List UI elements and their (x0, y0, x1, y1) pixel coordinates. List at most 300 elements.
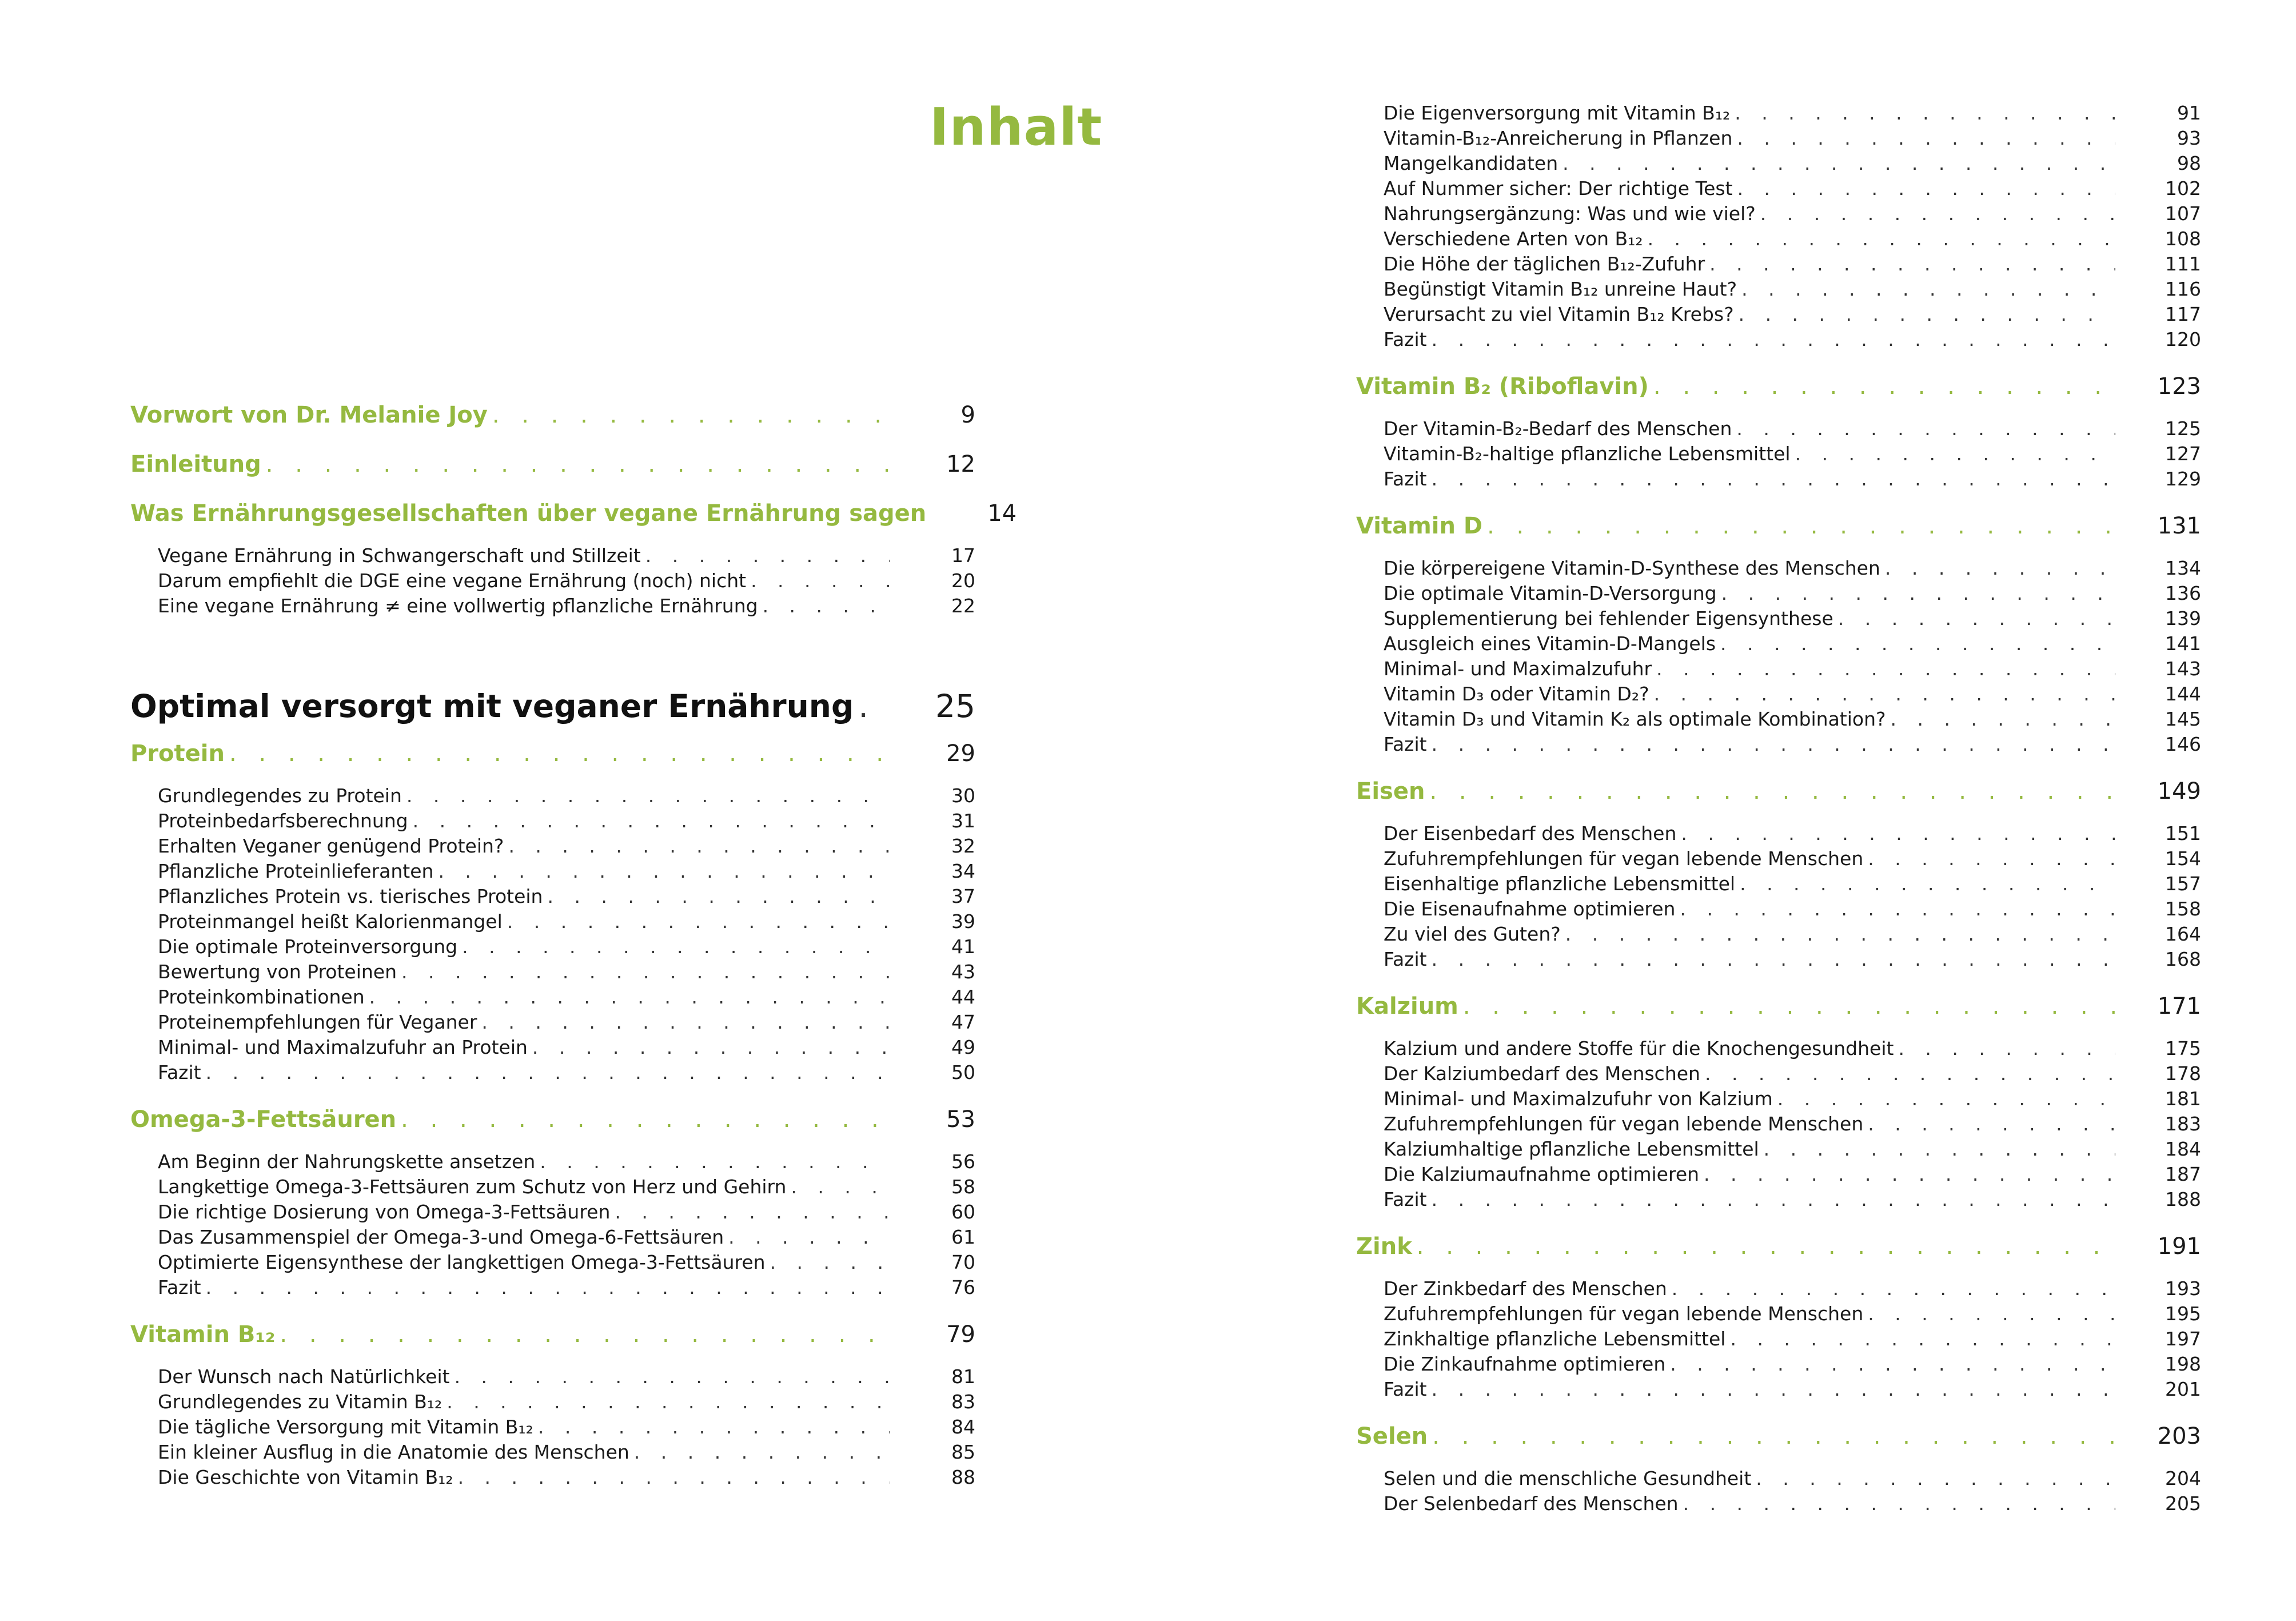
dot-leader (1730, 101, 2115, 126)
toc-page-number: 136 (2165, 582, 2201, 604)
dot-leader (854, 686, 890, 726)
toc-subentry (1356, 581, 2201, 606)
dot-leader (201, 1275, 890, 1300)
right-page (1148, 0, 2296, 1621)
toc-entry-title: Begünstigt Vitamin B₁₂ unreine Haut? (1384, 278, 1737, 300)
toc-subentry (1356, 467, 2201, 492)
toc-page-number: 143 (2165, 658, 2201, 680)
toc-page-number: 12 (946, 451, 975, 477)
dot-leader (1458, 991, 2115, 1021)
toc-entry-title: Vitamin-B₂-haltige pflanzliche Lebensmittel (1384, 443, 1791, 465)
toc-subentry (130, 1200, 975, 1225)
toc-page-number: 41 (951, 935, 975, 958)
toc-entry-title: Zu viel des Guten? (1384, 923, 1561, 945)
toc-subentry (1356, 821, 2201, 846)
toc-subentry (1356, 151, 2201, 176)
dot-leader (629, 1440, 890, 1465)
toc-page-number: 70 (951, 1251, 975, 1273)
toc-page-number: 93 (2177, 127, 2201, 149)
toc-subentry (1356, 277, 2201, 302)
dot-leader (758, 594, 890, 619)
toc-subentry (1356, 1491, 2201, 1516)
dot-leader (1427, 947, 2115, 972)
dot-leader (1561, 922, 2115, 947)
toc-page-number: 14 (987, 500, 1017, 527)
dot-leader (1412, 1232, 2115, 1261)
toc-subentry (1356, 1466, 2201, 1491)
toc-entry-title: Supplementierung bei fehlender Eigensynthese (1384, 607, 1833, 630)
dot-leader (504, 834, 890, 859)
toc-chapter (130, 499, 1017, 528)
dot-leader (1425, 776, 2115, 806)
toc-subentry (1356, 1327, 2201, 1352)
toc-entry-title: Vitamin D₃ und Vitamin K₂ als optimale Kombination? (1384, 708, 1886, 730)
toc-subentry (130, 1364, 975, 1389)
toc-spacer (1356, 541, 2201, 556)
toc-page-number: 117 (2165, 303, 2201, 325)
toc-page-number: 151 (2165, 822, 2201, 845)
toc-page-number: 131 (2157, 513, 2201, 539)
dot-leader (641, 543, 890, 568)
dot-leader (1886, 707, 2115, 732)
toc-page-number: 204 (2165, 1467, 2201, 1489)
dot-leader (1665, 1352, 2115, 1377)
dot-leader (365, 985, 890, 1010)
toc-entry-title: Fazit (1384, 468, 1427, 490)
dot-leader (1667, 1276, 2115, 1301)
toc-entry-title: Zink (1356, 1233, 1412, 1260)
toc-subentry (1356, 1352, 2201, 1377)
toc-chapter (130, 400, 975, 430)
dot-leader (225, 739, 890, 768)
toc-subentry (1356, 1187, 2201, 1212)
toc-entry-title: Fazit (1384, 948, 1427, 970)
toc-entry-title: Vitamin-B₁₂-Anreicherung in Pflanzen (1384, 127, 1733, 149)
toc-page-number: 107 (2165, 202, 2201, 225)
toc-entry-title: Ausgleich eines Vitamin-D-Mangels (1384, 632, 1716, 655)
toc-entry-title: Am Beginn der Nahrungskette ansetzen (158, 1150, 536, 1173)
toc-right-column (1356, 101, 2201, 1516)
toc-entry-title: Der Eisenbedarf des Menschen (1384, 822, 1677, 845)
toc-chapter (1356, 1421, 2201, 1451)
toc-page-number: 56 (951, 1150, 975, 1173)
toc-page-number: 81 (951, 1365, 975, 1388)
toc-subentry (130, 1035, 975, 1060)
toc-subentry (130, 1060, 975, 1085)
dot-leader (1649, 372, 2115, 401)
toc-page-number: 43 (951, 961, 975, 983)
toc-subentry (1356, 1086, 2201, 1112)
toc-entry-title: Optimal versorgt mit veganer Ernährung (130, 688, 854, 724)
toc-page-number: 32 (951, 835, 975, 857)
toc-entry-title: Der Selenbedarf des Menschen (1384, 1492, 1679, 1515)
dot-leader (1652, 656, 2115, 682)
dot-leader (408, 808, 890, 834)
dot-leader (535, 1149, 890, 1174)
toc-entry-title: Kalzium und andere Stoffe für die Knochengesundheit (1384, 1037, 1894, 1060)
toc-page-number: 102 (2165, 177, 2201, 200)
toc-entry-title: Selen (1356, 1423, 1428, 1449)
toc-subentry (130, 884, 975, 909)
toc-chapter (130, 1105, 975, 1134)
dot-leader (261, 449, 890, 479)
toc-subentry (130, 1465, 975, 1490)
toc-subentry (1356, 732, 2201, 757)
toc-entry-title: Protein (130, 740, 225, 767)
toc-entry-title: Der Wunsch nach Natürlichkeit (158, 1365, 450, 1388)
toc-entry-title: Die optimale Vitamin-D-Versorgung (1384, 582, 1717, 604)
dot-leader (1558, 151, 2115, 176)
toc-entry-title: Nahrungsergänzung: Was und wie viel? (1384, 202, 1756, 225)
dot-leader (433, 859, 890, 884)
toc-entry-title: Kalzium (1356, 993, 1458, 1019)
toc-page-number: 84 (951, 1416, 975, 1438)
toc-subentry (1356, 1061, 2201, 1086)
toc-page-number: 145 (2165, 708, 2201, 730)
toc-subentry (130, 783, 975, 808)
dot-leader (1699, 1162, 2115, 1187)
toc-subentry (1356, 1112, 2201, 1137)
dot-leader (1427, 1377, 2115, 1402)
toc-entry-title: Eine vegane Ernährung ≠ eine vollwertig pflanzliche Ernährung (158, 595, 758, 617)
dot-leader (746, 568, 890, 594)
toc-page-number: 91 (2177, 102, 2201, 124)
dot-leader (528, 1035, 890, 1060)
toc-spacer (130, 1085, 975, 1105)
toc-chapter (1356, 511, 2201, 541)
dot-leader (610, 1200, 890, 1225)
toc-subentry (1356, 1377, 2201, 1402)
toc-subentry (1356, 707, 2201, 732)
toc-subentry (130, 959, 975, 985)
toc-page-number: 171 (2157, 993, 2201, 1019)
dot-leader (1428, 1421, 2115, 1451)
toc-spacer (1356, 1212, 2201, 1232)
dot-leader (1773, 1086, 2115, 1112)
toc-spacer (130, 1134, 975, 1149)
toc-subentry (130, 1010, 975, 1035)
toc-page-number: 175 (2165, 1037, 2201, 1060)
toc-entry-title: Optimierte Eigensynthese der langkettigen Omega-3-Fettsäuren (158, 1251, 766, 1273)
toc-subentry (1356, 947, 2201, 972)
dot-leader (766, 1250, 890, 1275)
toc-page-number: 111 (2165, 253, 2201, 275)
dot-leader (1705, 252, 2115, 277)
toc-subentry (1356, 302, 2201, 327)
toc-page-number: 98 (2177, 152, 2201, 174)
toc-page-number: 157 (2165, 873, 2201, 895)
toc-page-number: 195 (2165, 1303, 2201, 1325)
dot-leader (1716, 631, 2115, 656)
toc-page-number: 203 (2157, 1423, 2201, 1449)
toc-subentry (130, 1415, 975, 1440)
toc-spacer (1356, 352, 2201, 372)
dot-leader (533, 1415, 890, 1440)
toc-page-number: 20 (951, 569, 975, 592)
toc-page-number: 154 (2165, 847, 2201, 870)
dot-leader (1676, 821, 2115, 846)
toc-spacer (130, 619, 975, 686)
toc-page-number: 193 (2165, 1277, 2201, 1300)
dot-leader (1833, 606, 2115, 631)
dot-leader (1751, 1466, 2115, 1491)
toc-chapter (1356, 776, 2201, 806)
toc-page-number: 49 (951, 1036, 975, 1058)
toc-subentry (130, 934, 975, 959)
dot-leader (1732, 126, 2115, 151)
toc-subentry (130, 985, 975, 1010)
page-title: Inhalt (930, 97, 1103, 157)
dot-leader (1679, 1491, 2115, 1516)
toc-entry-title: Minimal- und Maximalzufuhr an Protein (158, 1036, 528, 1058)
dot-leader (1427, 467, 2115, 492)
toc-entry-title: Fazit (158, 1276, 201, 1299)
toc-page-number: 108 (2165, 228, 2201, 250)
toc-page-number: 129 (2165, 468, 2201, 490)
toc-spacer (130, 726, 975, 739)
toc-entry-title: Omega-3-Fettsäuren (130, 1106, 397, 1133)
toc-entry-title: Der Zinkbedarf des Menschen (1384, 1277, 1667, 1300)
toc-entry-title: Eisen (1356, 778, 1425, 804)
toc-subentry (1356, 416, 2201, 441)
toc-subentry (1356, 101, 2201, 126)
toc-subentry (130, 1389, 975, 1415)
toc-subentry (1356, 1162, 2201, 1187)
toc-spacer (1356, 972, 2201, 991)
toc-page-number: 197 (2165, 1328, 2201, 1350)
toc-subentry (130, 543, 975, 568)
toc-subentry (1356, 176, 2201, 201)
toc-subentry (130, 1440, 975, 1465)
toc-entry-title: Zinkhaltige pflanzliche Lebensmittel (1384, 1328, 1726, 1350)
toc-page-number: 39 (951, 910, 975, 933)
dot-leader (1735, 871, 2115, 897)
dot-leader (1734, 302, 2115, 327)
toc-page-number: 29 (946, 740, 975, 767)
toc-subentry (130, 568, 975, 594)
toc-spacer (1356, 1261, 2201, 1276)
toc-entry-title: Proteinmangel heißt Kalorienmangel (158, 910, 503, 933)
toc-spacer (130, 1300, 975, 1320)
toc-spacer (130, 1349, 975, 1364)
toc-subentry (130, 834, 975, 859)
toc-page-number: 134 (2165, 557, 2201, 579)
toc-entry-title: Minimal- und Maximalzufuhr (1384, 658, 1652, 680)
toc-subentry (1356, 897, 2201, 922)
toc-entry-title: Minimal- und Maximalzufuhr von Kalzium (1384, 1088, 1773, 1110)
dot-leader (1427, 732, 2115, 757)
toc-subentry (130, 909, 975, 934)
toc-entry-title: Darum empfiehlt die DGE eine vegane Ernährung (noch) nicht (158, 569, 747, 592)
dot-leader (1675, 897, 2115, 922)
dot-leader (1732, 416, 2115, 441)
toc-page-number: 205 (2165, 1492, 2201, 1515)
dot-leader (1737, 277, 2115, 302)
toc-subentry (1356, 126, 2201, 151)
dot-leader (724, 1225, 890, 1250)
toc-entry-title: Erhalten Veganer genügend Protein? (158, 835, 504, 857)
toc-page-number: 164 (2165, 923, 2201, 945)
toc-page-number: 37 (951, 885, 975, 907)
toc-entry-title: Vitamin B₂ (Riboflavin) (1356, 373, 1649, 400)
toc-left-column (130, 400, 1017, 1490)
toc-entry-title: Eisenhaltige pflanzliche Lebensmittel (1384, 873, 1736, 895)
toc-page-number: 127 (2165, 443, 2201, 465)
toc-entry-title: Die Zinkaufnahme optimieren (1384, 1353, 1666, 1375)
dot-leader (397, 959, 890, 985)
dot-leader (1880, 556, 2115, 581)
dot-leader (1756, 201, 2115, 226)
toc-entry-title: Fazit (1384, 1188, 1427, 1210)
dot-leader (1863, 846, 2115, 871)
toc-subentry (1356, 226, 2201, 252)
toc-subentry (1356, 656, 2201, 682)
toc-entry-title: Pflanzliches Protein vs. tierisches Protein (158, 885, 543, 907)
toc-entry-title: Die Höhe der täglichen B₁₂-Zufuhr (1384, 253, 1705, 275)
dot-leader (1643, 226, 2115, 252)
dot-leader (1427, 1187, 2115, 1212)
dot-leader (1482, 511, 2115, 541)
toc-page-number: 116 (2165, 278, 2201, 300)
toc-page-number: 158 (2165, 898, 2201, 920)
dot-leader (477, 1010, 890, 1035)
toc-subentry (130, 859, 975, 884)
toc-entry-title: Grundlegendes zu Protein (158, 784, 402, 807)
toc-subentry (1356, 922, 2201, 947)
dot-leader (1863, 1112, 2115, 1137)
toc-entry-title: Proteinkombinationen (158, 986, 365, 1008)
dot-leader (1733, 176, 2115, 201)
toc-entry-title: Grundlegendes zu Vitamin B₁₂ (158, 1391, 443, 1413)
toc-page-number: 60 (951, 1201, 975, 1223)
toc-page-number: 85 (951, 1441, 975, 1463)
toc-subentry (1356, 1137, 2201, 1162)
toc-page-number: 34 (951, 860, 975, 882)
toc-chapter (1356, 991, 2201, 1021)
dot-leader (1894, 1036, 2115, 1061)
toc-page-number: 30 (951, 784, 975, 807)
toc-entry-title: Die richtige Dosierung von Omega-3-Fettsäuren (158, 1201, 611, 1223)
toc-entry-title: Pflanzliche Proteinlieferanten (158, 860, 434, 882)
toc-spacer (130, 430, 975, 449)
toc-page-number: 88 (951, 1466, 975, 1488)
toc-page-number: 139 (2165, 607, 2201, 630)
toc-entry-title: Die Kalziumaufnahme optimieren (1384, 1163, 1700, 1185)
toc-entry-title: Verschiedene Arten von B₁₂ (1384, 228, 1643, 250)
toc-entry-title: Vorwort von Dr. Melanie Joy (130, 402, 488, 428)
dot-leader (488, 400, 890, 430)
toc-page-number: 120 (2165, 328, 2201, 351)
dot-leader (1791, 441, 2115, 467)
toc-page-number: 31 (951, 810, 975, 832)
toc-entry-title: Was Ernährungsgesellschaften über vegane Ernährung sagen (130, 500, 927, 527)
dot-leader (201, 1060, 890, 1085)
toc-subentry (1356, 1036, 2201, 1061)
toc-entry-title: Vitamin D (1356, 513, 1483, 539)
toc-subentry (1356, 441, 2201, 467)
toc-subentry (1356, 846, 2201, 871)
toc-subentry (1356, 631, 2201, 656)
toc-entry-title: Das Zusammenspiel der Omega-3-und Omega-6-Fettsäuren (158, 1226, 724, 1248)
toc-subentry (130, 1174, 975, 1200)
toc-entry-title: Fazit (158, 1061, 201, 1084)
dot-leader (402, 783, 890, 808)
toc-entry-title: Der Kalziumbedarf des Menschen (1384, 1062, 1700, 1085)
toc-page-number: 149 (2157, 778, 2201, 804)
dot-leader (1717, 581, 2115, 606)
toc-entry-title: Fazit (1384, 328, 1427, 351)
toc-entry-title: Zufuhrempfehlungen für vegan lebende Menschen (1384, 847, 1864, 870)
toc-page-number: 188 (2165, 1188, 2201, 1210)
toc-subentry (130, 594, 975, 619)
toc-page-number: 187 (2165, 1163, 2201, 1185)
dot-leader (1427, 327, 2115, 352)
toc-page-number: 146 (2165, 733, 2201, 755)
toc-subentry (1356, 871, 2201, 897)
toc-page-number: 198 (2165, 1353, 2201, 1375)
toc-page-number: 141 (2165, 632, 2201, 655)
toc-entry-title: Auf Nummer sicher: Der richtige Test (1384, 177, 1733, 200)
toc-subentry (1356, 556, 2201, 581)
dot-leader (1759, 1137, 2115, 1162)
toc-entry-title: Langkettige Omega-3-Fettsäuren zum Schutz von Herz und Gehirn (158, 1176, 787, 1198)
toc-page-number: 76 (951, 1276, 975, 1299)
toc-spacer (130, 768, 975, 783)
dot-leader (457, 934, 890, 959)
toc-page-number: 47 (951, 1011, 975, 1033)
toc-entry-title: Zufuhrempfehlungen für vegan lebende Menschen (1384, 1113, 1864, 1135)
toc-subentry (1356, 327, 2201, 352)
toc-subentry (130, 1149, 975, 1174)
toc-entry-title: Einleitung (130, 451, 261, 477)
toc-entry-title: Zufuhrempfehlungen für vegan lebende Menschen (1384, 1303, 1864, 1325)
toc-page-number: 201 (2165, 1378, 2201, 1400)
toc-entry-title: Vitamin B₁₂ (130, 1321, 276, 1348)
toc-entry-title: Fazit (1384, 733, 1427, 755)
toc-entry-title: Die Geschichte von Vitamin B₁₂ (158, 1466, 453, 1488)
toc-page-number: 53 (946, 1106, 975, 1133)
toc-spacer (1356, 401, 2201, 416)
toc-entry-title: Fazit (1384, 1378, 1427, 1400)
toc-spacer (130, 528, 975, 543)
toc-entry-title: Kalziumhaltige pflanzliche Lebensmittel (1384, 1138, 1759, 1160)
toc-spacer (130, 479, 975, 499)
toc-entry-title: Proteinempfehlungen für Veganer (158, 1011, 477, 1033)
toc-page-number: 191 (2157, 1233, 2201, 1260)
toc-subentry (1356, 201, 2201, 226)
toc-subentry (130, 1275, 975, 1300)
toc-entry-title: Mangelkandidaten (1384, 152, 1558, 174)
toc-page-number: 125 (2165, 417, 2201, 440)
toc-part (130, 686, 975, 726)
toc-chapter (130, 739, 975, 768)
toc-page-number: 44 (951, 986, 975, 1008)
dot-leader (1863, 1301, 2115, 1327)
toc-page-number: 9 (960, 402, 975, 428)
toc-spacer (1356, 1021, 2201, 1036)
toc-page-number: 50 (951, 1061, 975, 1084)
toc-entry-title: Die körpereigene Vitamin-D-Synthese des Menschen (1384, 557, 1880, 579)
toc-page-number: 58 (951, 1176, 975, 1198)
toc-page-number: 123 (2157, 373, 2201, 400)
toc-page-number: 17 (951, 544, 975, 567)
toc-page-number: 79 (946, 1321, 975, 1348)
dot-leader (786, 1174, 890, 1200)
dot-leader (396, 1105, 890, 1134)
toc-subentry (130, 1225, 975, 1250)
toc-spacer (1356, 1451, 2201, 1466)
dot-leader (503, 909, 890, 934)
